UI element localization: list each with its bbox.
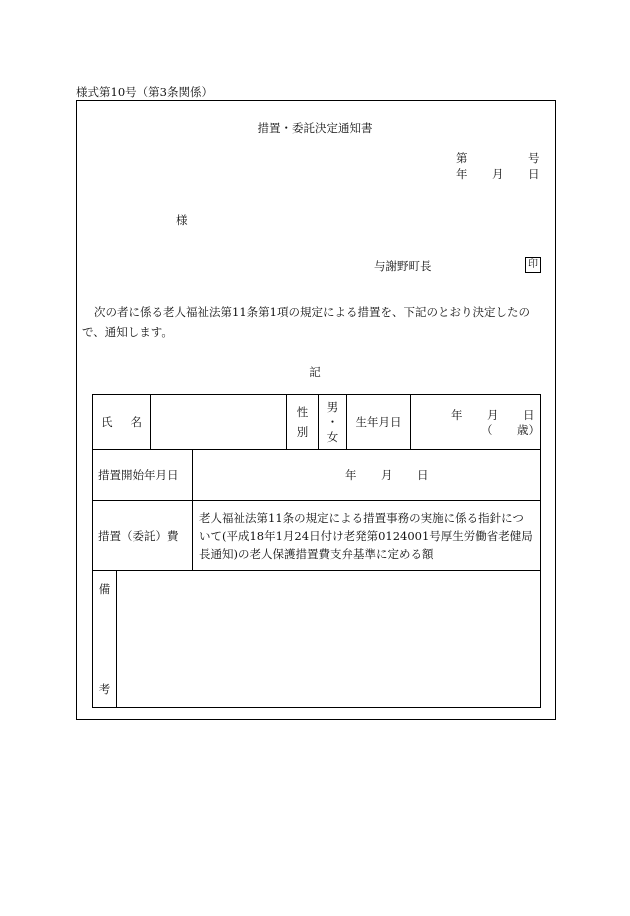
fee-text-cell — [193, 501, 541, 571]
age-close: 歳） — [517, 423, 540, 437]
birthdate-label-cell — [347, 395, 411, 450]
birthdate-year: 年 — [451, 408, 463, 422]
birthdate-month: 月 — [487, 408, 499, 422]
start-date-value-cell[interactable] — [193, 450, 541, 501]
name-value-cell[interactable] — [151, 395, 287, 450]
doc-number-prefix: 第 — [456, 151, 468, 165]
issuer-name: 与謝野町長 — [374, 259, 432, 273]
seal-mark: 印 — [525, 257, 541, 273]
name-label-1: 氏 — [101, 415, 113, 429]
sex-label-2: 別 — [296, 425, 309, 439]
age-open-paren: （ — [481, 423, 493, 437]
sex-option-dot: ・ — [326, 414, 339, 429]
doc-number-suffix: 号 — [528, 151, 540, 165]
sex-label-1: 性 — [296, 405, 309, 419]
remarks-label-2: 考 — [98, 682, 111, 696]
sex-options-cell[interactable] — [319, 395, 347, 450]
fee-label: 措置（委託）費 — [98, 528, 179, 543]
fee-row — [93, 501, 541, 571]
birthdate-label: 生年月日 — [355, 415, 402, 429]
name-label-cell — [93, 395, 151, 450]
form-number: 様式第10号（第3条関係） — [76, 85, 213, 99]
addressee-suffix: 様 — [176, 213, 188, 227]
birthdate-value-cell[interactable] — [411, 395, 541, 450]
fee-text: 老人福祉法第11条の規定による措置事務の実施に係る指針について(平成18年1月24日付け老発第0124001号厚生労働省老健局長通知)の老人保護措置費支弁基準に定める額 — [199, 510, 533, 561]
sex-label-cell — [287, 395, 319, 450]
sex-option-male: 男 — [326, 399, 339, 414]
sex-option-female: 女 — [326, 429, 339, 444]
name-label-2: 名 — [130, 415, 142, 429]
start-date-label: 措置開始年月日 — [98, 468, 179, 482]
birthdate-day: 日 — [523, 408, 535, 422]
ki-heading: 記 — [309, 365, 321, 379]
remarks-label-cell — [93, 571, 117, 708]
start-date-label-cell — [93, 450, 193, 501]
start-date-day: 日 — [417, 468, 429, 482]
start-date-year: 年 — [345, 468, 357, 482]
detail-table — [92, 394, 541, 708]
doc-date-year: 年 — [456, 167, 468, 181]
doc-date-month: 月 — [492, 167, 504, 181]
remarks-label-1: 備 — [98, 582, 111, 596]
start-date-month: 月 — [381, 468, 393, 482]
remarks-row — [93, 571, 541, 708]
fee-label-cell — [93, 501, 193, 571]
document-title: 措置・委託決定通知書 — [257, 121, 373, 135]
doc-date-day: 日 — [528, 167, 540, 181]
name-row — [93, 395, 541, 450]
start-date-row — [93, 450, 541, 501]
notice-body-text: 次の者に係る老人福祉法第11条第1項の規定による措置を、下記のとおり決定したので、通知します。 — [82, 305, 530, 339]
remarks-value-cell[interactable] — [117, 571, 541, 708]
